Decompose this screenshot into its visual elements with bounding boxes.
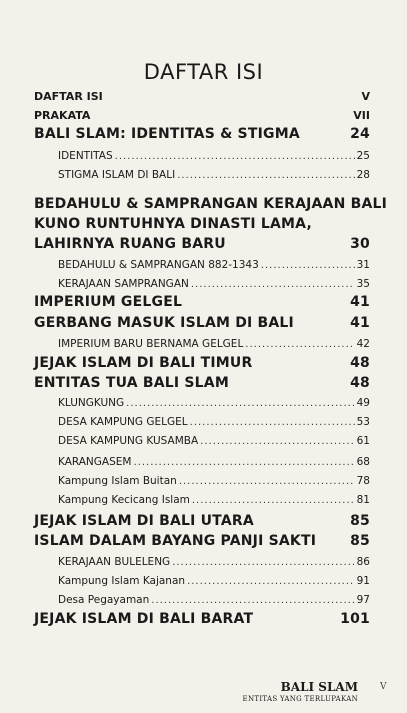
toc-page-number: 48 — [350, 375, 370, 391]
toc-entry-label: ISLAM DALAM BAYANG PANJI SAKTI — [34, 533, 317, 549]
toc-entry-label: KLUNGKUNG — [58, 397, 125, 409]
toc-entry-label: JEJAK ISLAM DI BALI TIMUR — [34, 355, 253, 371]
toc-section-kampung-kecicang[interactable] — [58, 494, 370, 506]
toc-chapter-bali-utara[interactable] — [34, 513, 370, 529]
toc-page-number: 85 — [350, 533, 370, 549]
toc-page-number: 78 — [356, 475, 370, 487]
toc-entry-label: Kampung Kecicang Islam — [58, 494, 190, 506]
toc-entry-label-line-2: KUNO RUNTUHNYA DINASTI LAMA, — [34, 216, 312, 232]
toc-entry-label: KERAJAAN BULELENG — [58, 556, 171, 568]
toc-entry-label-line-1: BEDAHULU & SAMPRANGAN KERAJAAN BALI — [34, 196, 388, 212]
toc-entry-label: ENTITAS TUA BALI SLAM — [34, 375, 229, 391]
toc-entry-label: STIGMA ISLAM DI BALI — [58, 169, 176, 181]
toc-section-kampung-kusamba[interactable] — [58, 435, 370, 447]
dot-leader — [179, 476, 355, 487]
dot-leader — [245, 339, 354, 350]
toc-page-number: 35 — [356, 278, 370, 290]
toc-page-number: 53 — [356, 416, 370, 428]
dot-leader — [172, 557, 354, 568]
toc-section-karangasem[interactable] — [58, 456, 370, 468]
toc-entry-label: BALI SLAM: IDENTITAS & STIGMA — [34, 126, 300, 142]
dot-leader — [151, 595, 354, 606]
toc-entry-label: KERAJAAN SAMPRANGAN — [58, 278, 189, 290]
toc-page-number: 61 — [356, 435, 370, 447]
footer-page-number: V — [380, 682, 387, 692]
toc-chapter-gerbang-masuk[interactable] — [34, 315, 370, 331]
toc-chapter-bali-slam[interactable] — [34, 126, 370, 142]
toc-section-kerajaan-samprangan[interactable] — [58, 278, 370, 290]
dot-leader — [200, 436, 354, 447]
toc-section-stigma[interactable] — [58, 169, 370, 181]
toc-section-buleleng[interactable] — [58, 556, 370, 568]
toc-chapter-panji-sakti[interactable] — [34, 533, 370, 549]
dot-leader — [115, 151, 355, 162]
toc-chapter-bedahulu[interactable] — [34, 194, 388, 254]
toc-page-number: 25 — [356, 150, 370, 162]
toc-page-number: 81 — [356, 494, 370, 506]
dot-leader — [190, 417, 355, 428]
toc-entry-label: Desa Pegayaman — [58, 594, 150, 606]
toc-section-klungkung[interactable] — [58, 397, 370, 409]
dot-leader — [261, 260, 355, 271]
toc-page-number: 97 — [356, 594, 370, 606]
dot-leader — [187, 576, 355, 587]
toc-entry-label: KARANGASEM — [58, 456, 132, 468]
toc-page-number: 41 — [350, 315, 370, 331]
toc-page-number: 31 — [356, 259, 370, 271]
toc-entry-label: JEJAK ISLAM DI BALI UTARA — [34, 513, 254, 529]
toc-page-number: 101 — [340, 611, 370, 627]
toc-section-bedahulu-samprangan[interactable] — [58, 259, 370, 271]
toc-entry-daftar-isi[interactable] — [34, 90, 370, 103]
toc-entry-label: DESA KAMPUNG GELGEL — [58, 416, 188, 428]
toc-chapter-entitas-tua[interactable] — [34, 375, 370, 391]
toc-chapter-bali-timur[interactable] — [34, 355, 370, 371]
toc-page-number: 85 — [350, 513, 370, 529]
toc-page-number: 86 — [356, 556, 370, 568]
footer-book-title: BALI SLAM — [280, 680, 358, 694]
toc-entry-label: IMPERIUM BARU BERNAMA GELGEL — [58, 338, 244, 350]
toc-entry-label: Kampung Islam Buitan — [58, 475, 177, 487]
toc-entry-prakata[interactable] — [34, 109, 370, 122]
toc-page-number: 28 — [356, 169, 370, 181]
toc-section-pegayaman[interactable] — [58, 594, 370, 606]
toc-page-number: 91 — [356, 575, 370, 587]
dot-leader — [191, 279, 355, 290]
toc-page-number: 68 — [356, 456, 370, 468]
toc-page-number: 48 — [350, 355, 370, 371]
dot-leader — [126, 398, 354, 409]
toc-page-number: 41 — [350, 294, 370, 310]
toc-page-number: 42 — [356, 338, 370, 350]
toc-entry-label: Kampung Islam Kajanan — [58, 575, 186, 587]
toc-entry-label: JEJAK ISLAM DI BALI BARAT — [34, 611, 254, 627]
dot-leader — [192, 495, 355, 506]
toc-entry-label: BEDAHULU & SAMPRANGAN 882-1343 — [58, 259, 259, 271]
toc-entry-label: GERBANG MASUK ISLAM DI BALI — [34, 315, 294, 331]
toc-page-number: 30 — [350, 236, 370, 252]
toc-section-imperium-baru[interactable] — [58, 338, 370, 350]
toc-entry-label: IMPERIUM GELGEL — [34, 294, 183, 310]
toc-page-number: 49 — [356, 397, 370, 409]
toc-section-kampung-gelgel[interactable] — [58, 416, 370, 428]
dot-leader — [133, 457, 354, 468]
toc-entry-last-line — [34, 234, 370, 254]
toc-entry-label: DAFTAR ISI — [34, 90, 103, 103]
toc-entry-label: IDENTITAS — [58, 150, 113, 162]
toc-page-number: 24 — [350, 126, 370, 142]
toc-chapter-bali-barat[interactable] — [34, 611, 370, 627]
toc-section-kajanan[interactable] — [58, 575, 370, 587]
footer-book-subtitle: ENTITAS YANG TERLUPAKAN — [242, 695, 358, 703]
toc-section-kampung-buitan[interactable] — [58, 475, 370, 487]
toc-page-number: VII — [353, 109, 370, 122]
toc-section-identitas[interactable] — [58, 150, 370, 162]
toc-chapter-imperium-gelgel[interactable] — [34, 294, 370, 310]
toc-entry-label: PRAKATA — [34, 109, 91, 122]
toc-page-number: V — [361, 90, 370, 103]
toc-entry-label-line-3: LAHIRNYA RUANG BARU — [34, 236, 226, 252]
toc-entry-label: DESA KAMPUNG KUSAMBA — [58, 435, 199, 447]
dot-leader — [177, 170, 354, 181]
page-title: DAFTAR ISI — [143, 60, 264, 84]
